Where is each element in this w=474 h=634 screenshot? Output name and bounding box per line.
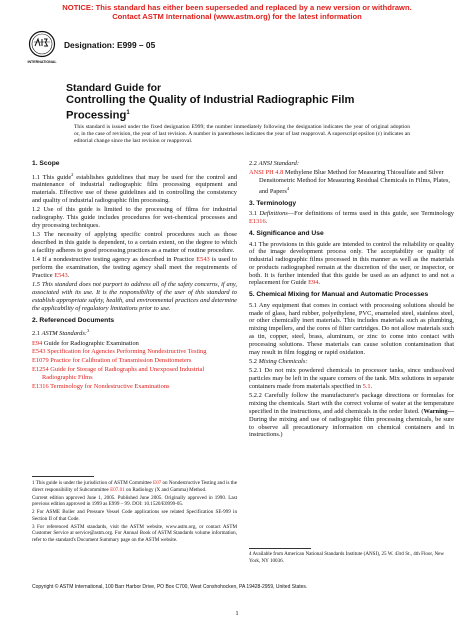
para-3-1-b: Definitions — [259, 210, 288, 218]
fn1-c: on Radiology (X and Gamma) Method. — [124, 486, 207, 493]
para-5-2-2-a: 5.2.2 Carefully follow the manufacturer's package directions or formulas for mixing the chemicals. Start with the correct volume of water at the temperature specified in the instructions, and add chemicals in the order listed. ( — [249, 392, 454, 415]
link-ansi-ph-4-8[interactable]: ANSI PH 4.8 — [249, 169, 284, 177]
page-number: 1 — [235, 610, 239, 617]
link-section-5-1[interactable]: 5.1 — [362, 382, 371, 390]
footnote-divider-right — [249, 548, 311, 549]
section-refdocs-heading: 2. Referenced Documents — [32, 316, 115, 324]
ref-text[interactable]: Terminology for Nondestructive Examinations — [48, 382, 170, 390]
ref-item — [32, 348, 237, 356]
notice-line-1: NOTICE: This standard has either been superseded and replaced by a new version or withdrawn. — [62, 3, 412, 12]
section-scope-heading: 1. Scope — [32, 160, 60, 167]
para-1-4-a: 1.4 If a nondestructive testing agency as described in Practice — [32, 256, 197, 264]
footnote-divider — [32, 476, 94, 477]
para-2-1-b: ASTM Standards: — [41, 330, 87, 338]
para-4-1-b: . — [318, 279, 320, 287]
para-3-1-d: . — [265, 218, 268, 226]
para-2-1-sup: 3 — [86, 328, 90, 334]
footnote-1-edition: Current edition approved June 1, 2005. Published June 2005. Originally approved in 1990. Last previous edition approved in 1999 as E999 – 99. DOI: 10.1520/E0999-05. — [32, 494, 237, 507]
footnote-2: 2 For ASME Boiler and Pressure Vessel Code applications see related Specification SE-999 in Section II of that Code. — [32, 509, 237, 522]
para-5-2-1-a: 5.2.1 Do not mix powdered chemicals in processor tanks, since undissolved particles may be left in the square corners of the tank. Mix solutions in separate containers made from materials specified in — [249, 367, 454, 390]
footnote-4: 4 Available from American National Standards Institute (ANSI), 25 W. 43rd St., 4th Floor, New York, NY 10036. — [249, 551, 445, 564]
para-2-2 — [249, 160, 454, 168]
link-e94-guide[interactable]: E94 — [308, 279, 319, 287]
para-4-1 — [249, 241, 454, 288]
link-e94[interactable]: E94 — [32, 339, 43, 347]
link-e07-01[interactable]: E07.01 — [110, 486, 125, 493]
para-1-1-a: 1.1 This guide — [32, 173, 72, 181]
link-e543-ref[interactable]: E543 — [32, 348, 46, 356]
para-2-1-a: 2.1 — [32, 330, 42, 338]
section-significance-heading: 4. Significance and Use — [249, 230, 324, 237]
para-3-1-a: 3.1 — [249, 210, 260, 218]
footnote-1 — [32, 480, 237, 493]
section-chemical-mixing-heading: 5. Chemical Mixing for Manual and Automatic Processes — [249, 291, 429, 299]
para-5-2-b: Mixing Chemicals: — [258, 357, 308, 365]
para-3-1-c: —For definitions of terms used in this guide, see Terminology — [287, 210, 454, 218]
link-e07[interactable]: E07 — [152, 480, 162, 486]
para-1-4-b: is used to perform the examination, the testing agency shall meet the requirements of Practice — [32, 256, 237, 279]
ansi-ref-item — [249, 169, 454, 196]
ref-text[interactable]: Specification for Agencies Performing Nondestructive Testing — [45, 348, 207, 356]
link-e543-2[interactable]: E543 — [54, 271, 68, 279]
para-5-2-a: 5.2 — [249, 357, 259, 365]
para-1-5: 1.5 This standard does not purport to address all of the safety concerns, if any, associated with its use. It is the responsibility of the user of this standard to establish appropriate safety, health, and environmental practices and determine the applicability of regulatory limitations prior to use. — [32, 281, 237, 312]
para-2-1 — [32, 327, 237, 338]
title-line-2-text: Processing — [66, 109, 127, 122]
para-5-2 — [249, 358, 454, 366]
para-2-2-a: 2.2 — [249, 160, 259, 167]
ansi-ref-sup: 4 — [286, 185, 290, 191]
para-5-2-1-b: . — [370, 382, 373, 390]
copyright-notice: Copyright © ASTM International, 100 Barr Harbor Drive, PO Box C700, West Conshohocken, PA 19428-2959, United States. — [32, 584, 308, 590]
left-footnotes — [32, 480, 237, 545]
withdrawal-notice — [0, 3, 474, 21]
para-1-2: 1.2 Use of this guide is limited to the processing of films for industrial radiography. This guide includes procedures for wet-chemical processes and dry processing techniques. — [32, 206, 237, 229]
fn1-a: 1 This guide is under the jurisdiction of ASTM Committee — [32, 480, 153, 486]
para-1-1 — [32, 171, 237, 205]
footnote-3: 3 For referenced ASTM standards, visit the ASTM website, www.astm.org, or contact ASTM Customer Service at service@astm.org. For Annual Book of ASTM Standards volume information, refer to the standard's Document Summary page on the ASTM website. — [32, 523, 237, 543]
link-e1079[interactable]: E1079 — [32, 357, 49, 365]
ref-text[interactable]: Practice for Calibration of Transmission Densitometers — [48, 357, 192, 365]
ref-item — [32, 357, 237, 365]
title-footnote-mark: 1 — [126, 110, 130, 116]
notice-line-2: Contact ASTM International (www.astm.org) for the latest information — [112, 12, 362, 21]
warning-label: Warning— — [423, 407, 454, 415]
link-e1254[interactable]: E1254 — [32, 365, 49, 373]
standard-note: This standard is issued under the fixed designation E999; the number immediately following the designation indicates the year of original adoption or, in the case of revision, the year of last revision. A number in parentheses indicates the year of last reapproval. A superscript epsilon (ε) indicates an editorial change since the last revision or reapproval. — [74, 124, 410, 145]
ansi-ref-text: Methylene Blue Method for Measuring Thiosulfate and Silver Densitometric Method for Measuring Residual Chemicals in Films, Plates, and Papers — [259, 169, 450, 196]
para-1-4-c: . — [67, 271, 70, 279]
para-1-4 — [32, 256, 237, 279]
para-5-2-2-b: During the mixing and use of radiographic film processing chemicals, be sure to observe all precautionary information on chemical containers and in instructions.) — [249, 415, 454, 439]
para-5-2-2 — [249, 392, 454, 439]
ref-item — [32, 366, 237, 382]
link-e1316[interactable]: E1316 — [32, 382, 49, 390]
para-5-1: 5.1 Any equipment that comes in contact with processing solutions should be made of glass, hard rubber, polyethylene, PVC, enameled steel, stainless steel, or other chemically inert materials. This includes materials such as plumbing, mixing impellers, and the cores of filter cartridges. Do not allow materials such as tin, copper, steel, brass, aluminum, or zinc to come into contact with processing solutions. These materials can cause solution contamination that may result in film fogging or rapid oxidation. — [249, 301, 454, 356]
para-1-1-sup: 2 — [71, 171, 74, 177]
section-terminology-heading: 3. Terminology — [249, 199, 297, 207]
title-line-1: Controlling the Quality of Industrial Radiographic Film — [66, 94, 355, 106]
para-3-1 — [249, 210, 454, 226]
para-1-3: 1.3 The necessity of applying specific control procedures such as those described in this guide is dependent, to a certain extent, on the degree to which a facility adheres to good processing practices as a matter of routine procedure. — [32, 231, 237, 254]
title-line-2 — [66, 107, 426, 123]
para-1-1-b: establishes guidelines that may be used for the control and maintenance of industrial radiographic film processing equipment and materials. Effective use of these guidelines aid in controlling the consistency and quality of industrial radiographic film processing. — [32, 173, 237, 205]
right-column — [249, 160, 454, 441]
para-5-2-1 — [249, 367, 454, 390]
title-block — [66, 82, 426, 123]
ref-text[interactable]: Guide for Storage of Radiographs and Unexposed Industrial Radiographic Films — [42, 365, 205, 381]
astm-logo — [28, 30, 56, 70]
ref-item — [32, 383, 237, 391]
logo-caption: INTERNATIONAL — [27, 60, 57, 64]
para-4-1-a: 4.1 The provisions in this guide are intended to control the reliability or quality of the image development process only. The acceptability or quality of industrial radiographic films processed in this manner as well as the materials or products radiographed remain at the discretion of the user, or inspector, or both. It is further intended that this guide be used as an adjunct to and not a replacement for Guide — [249, 240, 454, 287]
para-2-2-b: ANSI Standard: — [258, 160, 300, 167]
designation: Designation: E999 – 05 — [64, 40, 156, 50]
link-e1316-term[interactable]: E1316 — [249, 218, 266, 226]
guide-type: Standard Guide for — [66, 82, 162, 94]
ref-text: Guide for Radiographic Examination — [42, 339, 139, 347]
fn1-b: on Nondestructive Testing and is the direct responsibility of Subcommittee — [32, 480, 237, 493]
link-e543[interactable]: E543 — [196, 256, 210, 264]
ref-item — [32, 340, 237, 348]
left-column — [32, 160, 237, 391]
